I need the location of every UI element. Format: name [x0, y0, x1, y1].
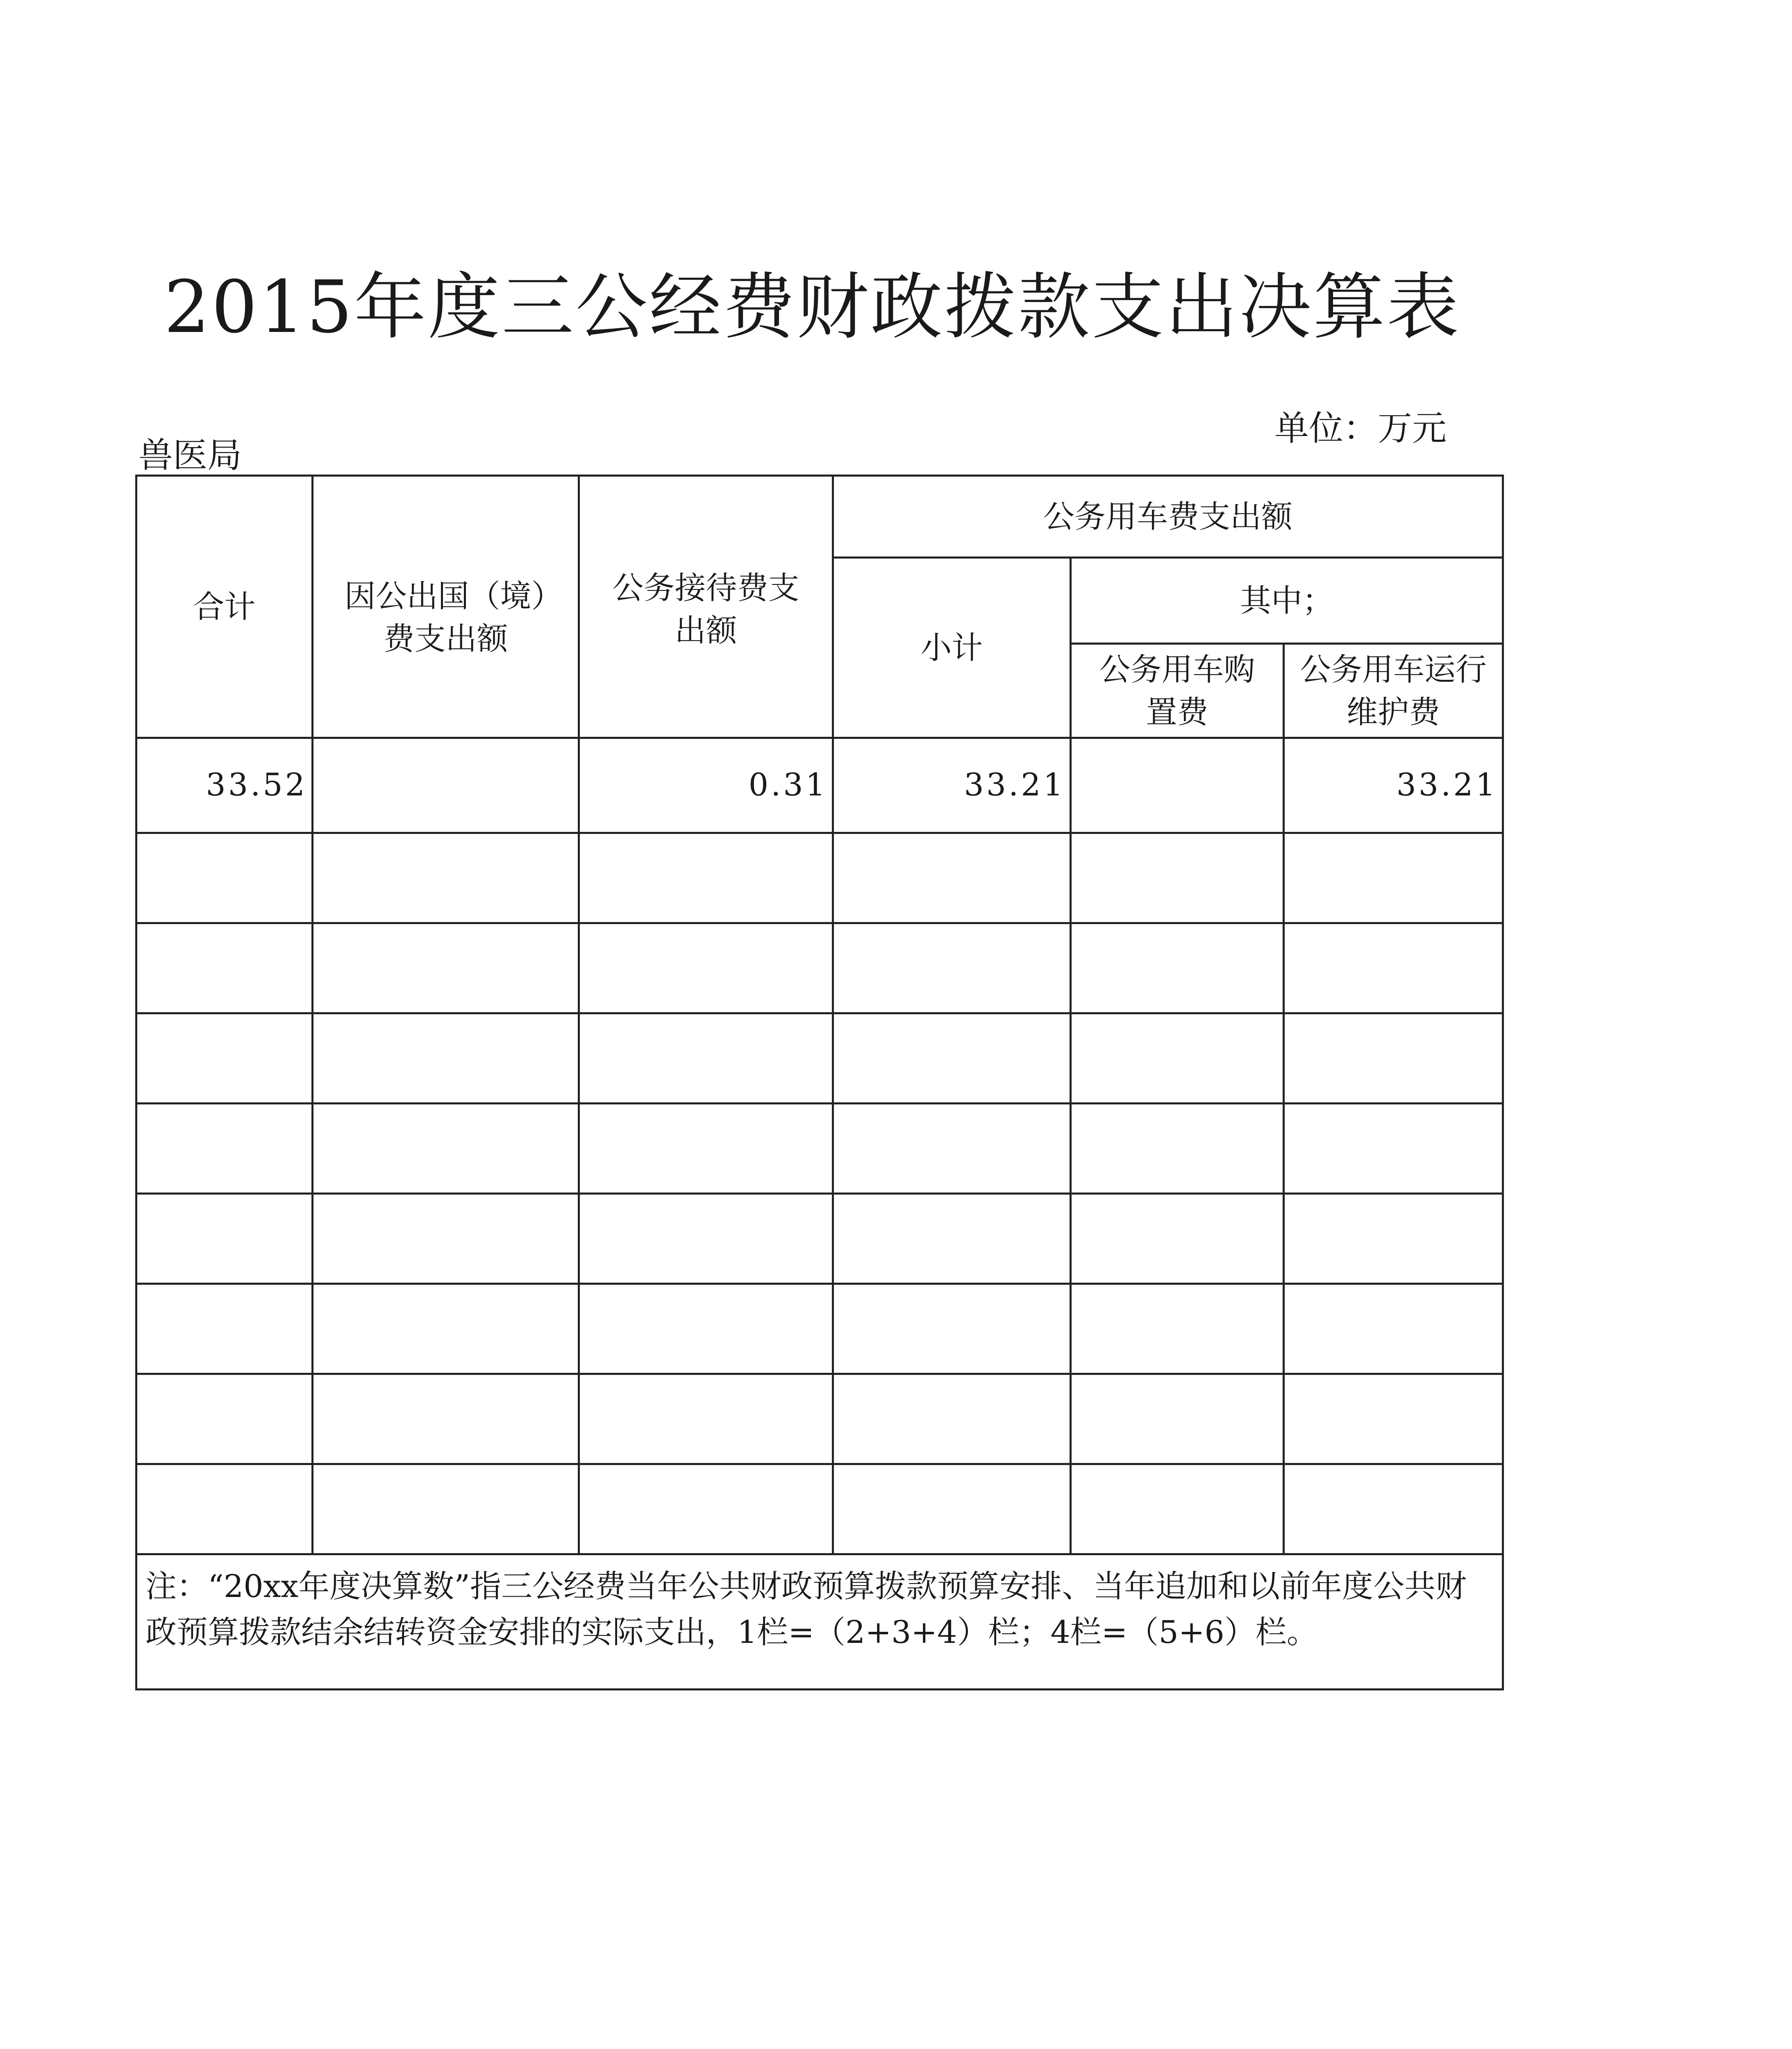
cell-reception	[579, 833, 833, 923]
header-vehicle-purchase: 公务用车购置费	[1071, 644, 1284, 738]
table-row	[136, 833, 1503, 923]
cell-overseas	[313, 833, 579, 923]
cell-vehicle-purchase	[1071, 1013, 1284, 1104]
cell-vehicle-operation	[1284, 1284, 1503, 1374]
budget-table	[135, 475, 1504, 1690]
cell-overseas	[313, 1284, 579, 1374]
cell-vehicle-operation	[1284, 1464, 1503, 1554]
cell-reception	[579, 1104, 833, 1194]
cell-total	[136, 923, 313, 1013]
table-row	[136, 1104, 1503, 1194]
cell-vehicle-purchase	[1071, 1194, 1284, 1284]
cell-subtotal	[833, 1464, 1071, 1554]
cell-reception	[579, 1374, 833, 1464]
cell-vehicle-purchase	[1071, 738, 1284, 833]
cell-total	[136, 1284, 313, 1374]
header-overseas: 因公出国（境）费支出额	[313, 476, 579, 738]
cell-total	[136, 1013, 313, 1104]
cell-overseas	[313, 1013, 579, 1104]
cell-overseas	[313, 1194, 579, 1284]
page-title: 2015年度三公经费财政拨款支出决算表	[164, 265, 1460, 349]
department-label: 兽医局	[139, 435, 242, 475]
cell-reception	[579, 1194, 833, 1284]
cell-total	[136, 833, 313, 923]
cell-vehicle-operation	[1284, 833, 1503, 923]
header-row-1	[136, 476, 1503, 558]
budget-table-container	[135, 475, 1502, 1690]
cell-vehicle-operation	[1284, 1013, 1503, 1104]
cell-vehicle-operation	[1284, 1104, 1503, 1194]
table-row	[136, 1284, 1503, 1374]
unit-label: 单位：万元	[1274, 408, 1447, 448]
cell-subtotal	[833, 1284, 1071, 1374]
header-reception: 公务接待费支出额	[579, 476, 833, 738]
cell-overseas	[313, 923, 579, 1013]
table-row	[136, 1464, 1503, 1554]
cell-total	[136, 1374, 313, 1464]
cell-subtotal	[833, 1013, 1071, 1104]
cell-subtotal	[833, 1104, 1071, 1194]
header-of-which: 其中；	[1071, 558, 1503, 644]
note-row	[136, 1554, 1503, 1690]
cell-subtotal: 33.21	[833, 738, 1071, 833]
cell-reception	[579, 923, 833, 1013]
cell-subtotal	[833, 1374, 1071, 1464]
cell-vehicle-operation	[1284, 1194, 1503, 1284]
cell-total: 33.52	[136, 738, 313, 833]
cell-reception	[579, 1464, 833, 1554]
cell-overseas	[313, 1104, 579, 1194]
cell-subtotal	[833, 833, 1071, 923]
cell-vehicle-purchase	[1071, 1374, 1284, 1464]
table-row	[136, 1194, 1503, 1284]
footnote: 注：“20xx年度决算数”指三公经费当年公共财政预算拨款预算安排、当年追加和以前年度公共财政预算拨款结余结转资金安排的实际支出，1栏=（2+3+4）栏；4栏=（5+6）栏。	[136, 1554, 1503, 1690]
cell-vehicle-operation	[1284, 1374, 1503, 1464]
header-vehicle-group: 公务用车费支出额	[833, 476, 1503, 558]
cell-total	[136, 1464, 313, 1554]
cell-subtotal	[833, 1194, 1071, 1284]
table-row	[136, 923, 1503, 1013]
header-vehicle-operation: 公务用车运行维护费	[1284, 644, 1503, 738]
header-total: 合计	[136, 476, 313, 738]
table-row	[136, 1013, 1503, 1104]
cell-vehicle-purchase	[1071, 1104, 1284, 1194]
cell-vehicle-purchase	[1071, 923, 1284, 1013]
cell-reception: 0.31	[579, 738, 833, 833]
cell-overseas	[313, 738, 579, 833]
cell-reception	[579, 1284, 833, 1374]
header-subtotal: 小计	[833, 558, 1071, 738]
cell-overseas	[313, 1464, 579, 1554]
cell-reception	[579, 1013, 833, 1104]
cell-subtotal	[833, 923, 1071, 1013]
cell-total	[136, 1194, 313, 1284]
cell-total	[136, 1104, 313, 1194]
table-row	[136, 738, 1503, 833]
table-row	[136, 1374, 1503, 1464]
cell-vehicle-operation	[1284, 923, 1503, 1013]
cell-overseas	[313, 1374, 579, 1464]
cell-vehicle-purchase	[1071, 1284, 1284, 1374]
cell-vehicle-operation: 33.21	[1284, 738, 1503, 833]
cell-vehicle-purchase	[1071, 1464, 1284, 1554]
cell-vehicle-purchase	[1071, 833, 1284, 923]
